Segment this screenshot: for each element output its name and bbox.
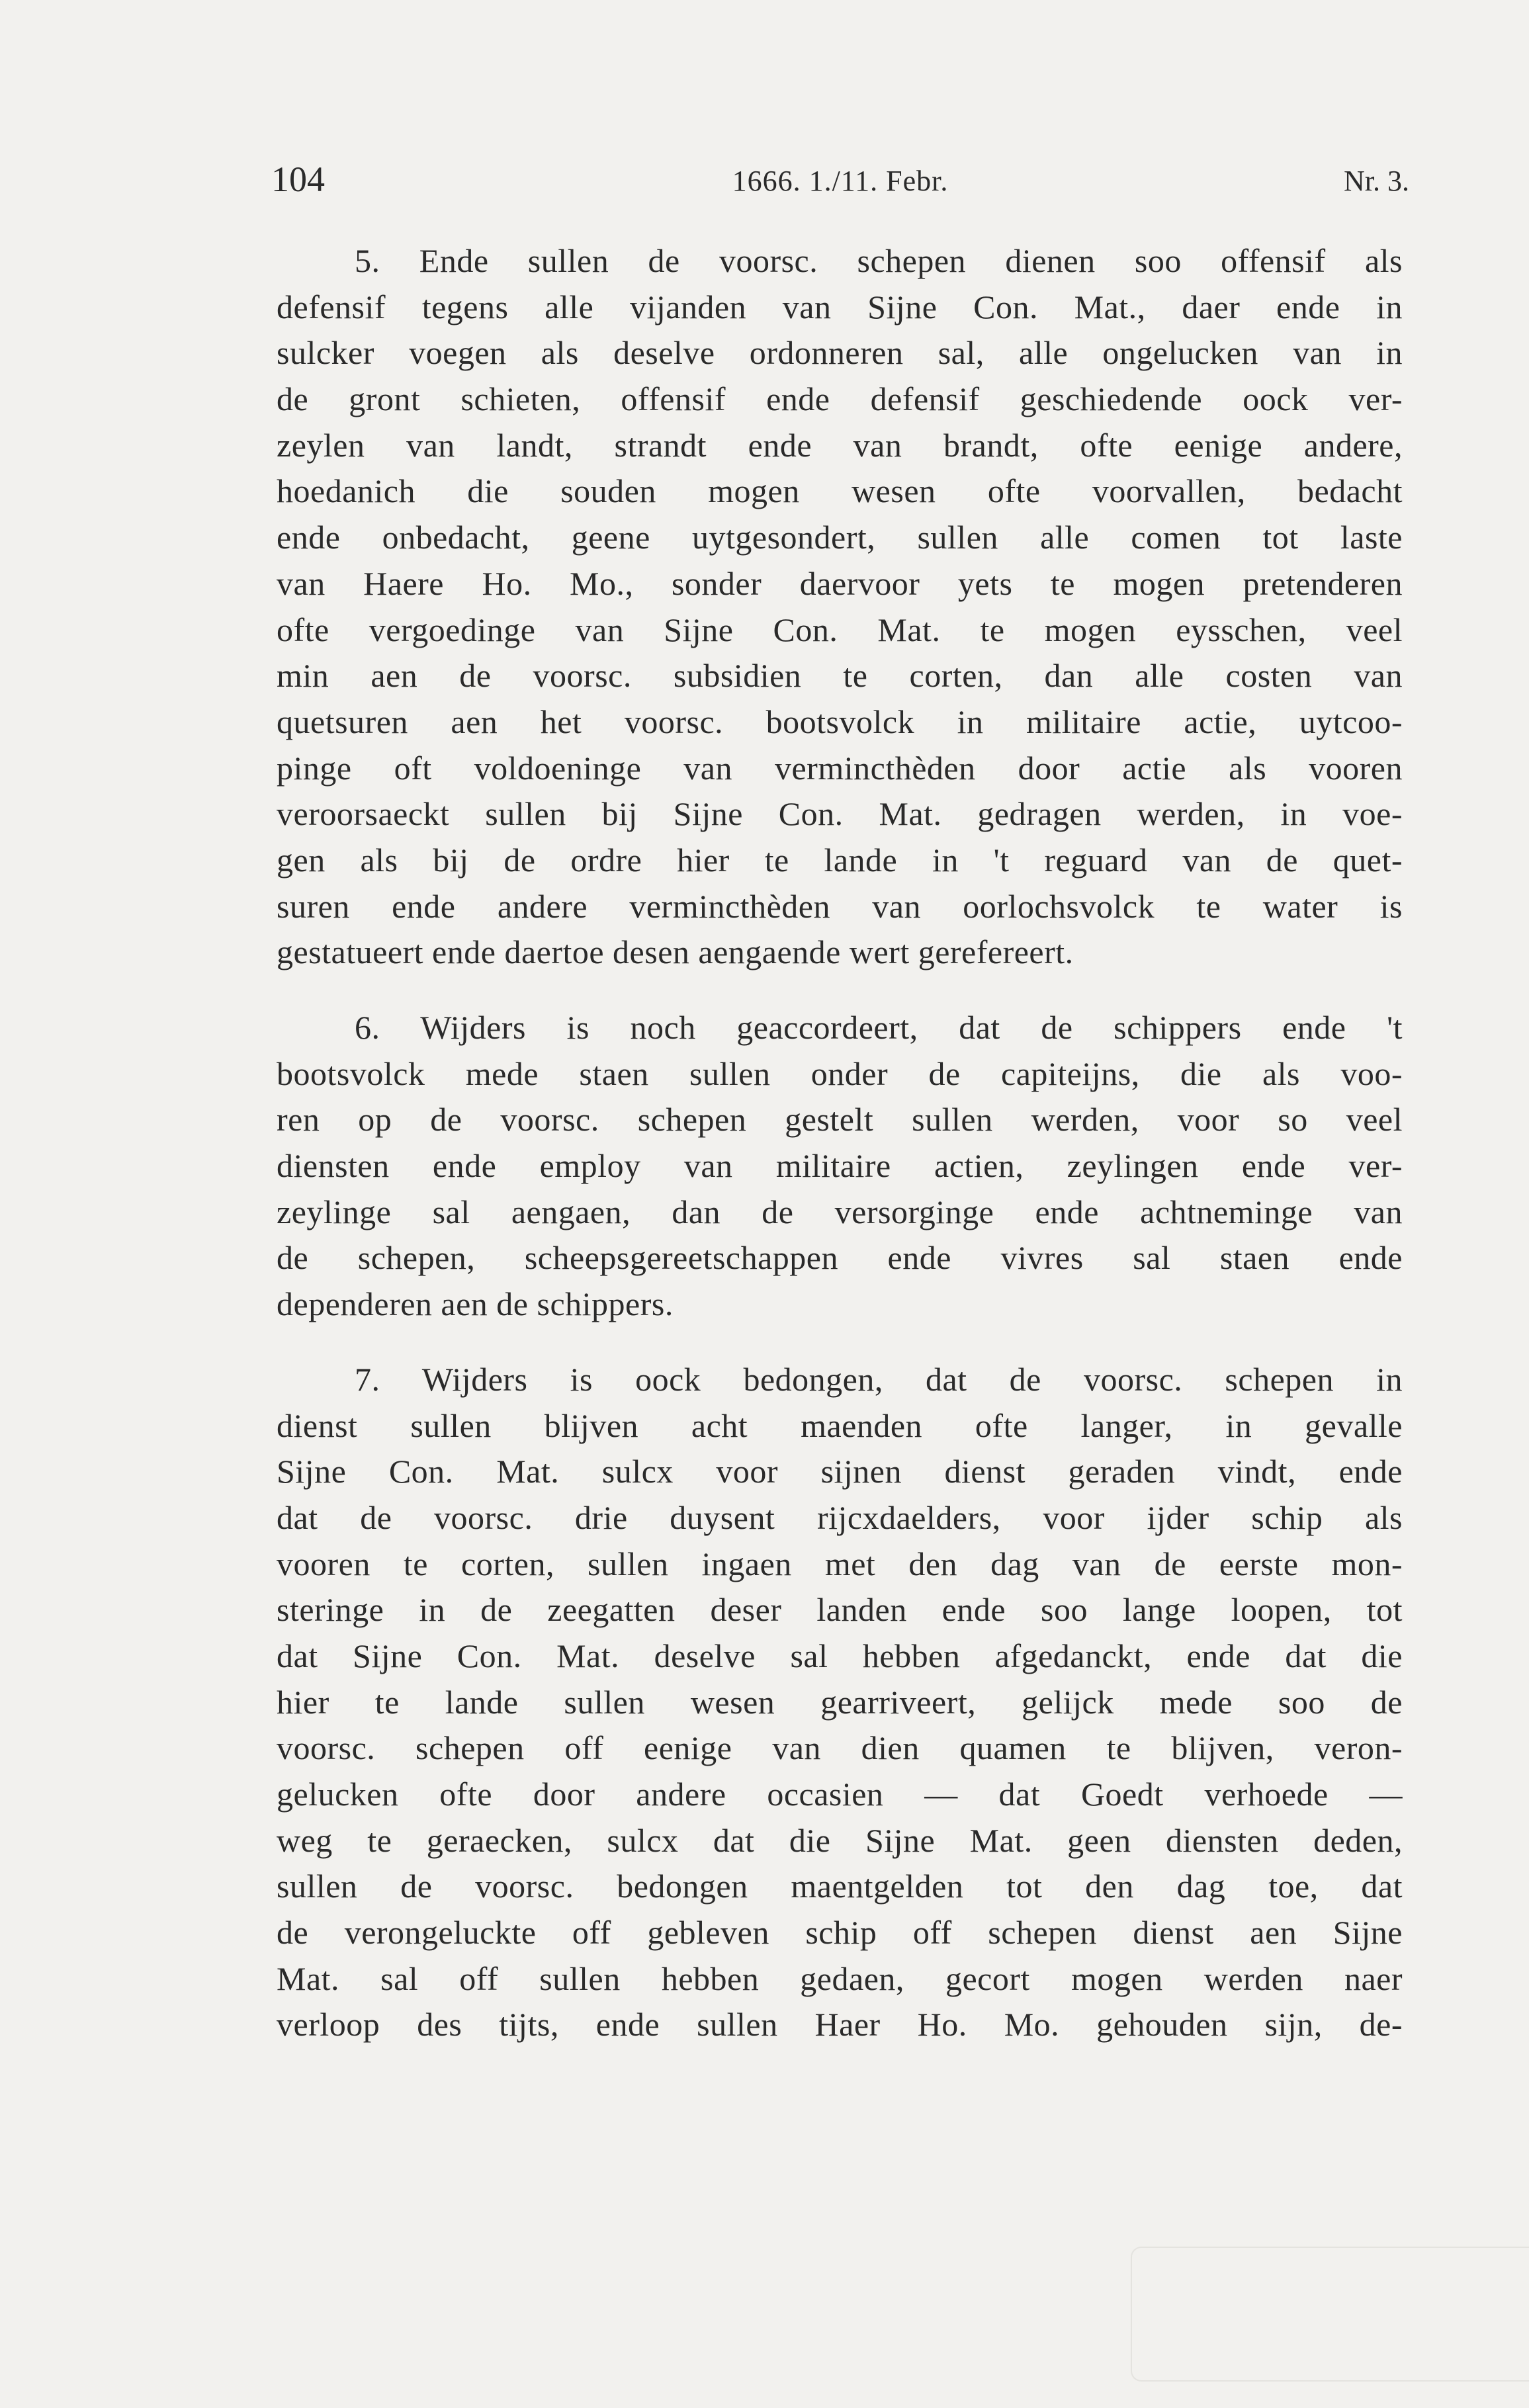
text-line: zeylinge sal aengaen, dan de versorginge ende achtneminge van [277,1193,1403,1230]
text-line: Sijne Con. Mat. sulcx voor sijnen dienst geraden vindt, ende [277,1453,1403,1490]
text-line: de schepen, scheepsgereetschappen ende vivres sal staen ende [277,1239,1403,1277]
text-line: ende onbedacht, geene uytgesondert, sullen alle comen tot laste [277,519,1403,556]
page-number: 104 [271,159,325,199]
text-line: Mat. sal off sullen hebben gedaen, gecort mogen werden naer [277,1959,1403,1997]
text-line: veroorsaeckt sullen bij Sijne Con. Mat. gedragen werden, in voe- [277,795,1403,833]
paragraph-5 [277,238,1403,976]
body-text [277,238,1403,2077]
text-line: dat Sijne Con. Mat. deselve sal hebben afgedanckt, ende dat die [277,1637,1403,1674]
text-line: de verongeluckte off gebleven schip off schepen dienst aen Sijne [277,1914,1403,1952]
text-line: gen als bij de ordre hier te lande in 't reguard van de quet- [277,841,1403,879]
text-line: dependeren aen de schippers. [277,1285,674,1323]
scan-edge-mark [1131,2247,1529,2382]
text-line: steringe in de zeegatten deser landen ende soo lange loopen, tot [277,1591,1403,1629]
text-line: suren ende andere vermincthèden van oorlochsvolck te water is [277,887,1403,925]
paragraph-6 [277,1005,1403,1328]
text-line: diensten ende employ van militaire actien, zeylingen ende ver- [277,1147,1403,1185]
text-line: quetsuren aen het voorsc. bootsvolck in militaire actie, uytcoo- [277,703,1403,740]
text-line: voorsc. schepen off eenige van dien quamen te blijven, veron- [277,1729,1403,1767]
text-line: hoedanich die souden mogen wesen ofte voorvallen, bedacht [277,472,1403,510]
running-header [271,159,1409,212]
text-line: defensif tegens alle vijanden van Sijne Con. Mat., daer ende in [277,288,1403,325]
text-line: gelucken ofte door andere occasien — dat Goedt verhoede — [277,1776,1403,1813]
text-line: 7. Wijders is oock bedongen, dat de voorsc. schepen in [355,1360,1403,1398]
text-line: vooren te corten, sullen ingaen met den dag van de eerste mon- [277,1545,1403,1582]
text-line: gestatueert ende daertoe desen aengaende wert gerefereert. [277,933,1074,971]
text-line: dienst sullen blijven acht maenden ofte langer, in gevalle [277,1406,1403,1444]
text-line: bootsvolck mede staen sullen onder de capiteijns, die als voo- [277,1054,1403,1092]
document-number: Nr. 3. [1344,165,1409,197]
text-line: sullen de voorsc. bedongen maentgelden tot den dag toe, dat [277,1868,1403,1905]
text-line: pinge oft voldoeninge van vermincthèden door actie als vooren [277,749,1403,787]
text-line: weg te geraecken, sulcx dat die Sijne Mat. geen diensten deden, [277,1821,1403,1859]
text-line: 6. Wijders is noch geaccordeert, dat de schippers ende 't [355,1009,1403,1046]
header-date: 1666. 1./11. Febr. [732,165,949,197]
text-line: min aen de voorsc. subsidien te corten, dan alle costen van [277,657,1403,695]
text-line: sulcker voegen als deselve ordonneren sal, alle ongelucken van in [277,334,1403,372]
text-line: dat de voorsc. drie duysent rijcxdaelders, voor ijder schip als [277,1498,1403,1536]
text-line: van Haere Ho. Mo., sonder daervoor yets te mogen pretenderen [277,564,1403,602]
text-line: ren op de voorsc. schepen gestelt sullen werden, voor so veel [277,1101,1403,1139]
text-line: ofte vergoedinge van Sijne Con. Mat. te mogen eysschen, veel [277,611,1403,648]
text-line: de gront schieten, offensif ende defensif geschiedende oock ver- [277,380,1403,418]
text-line: verloop des tijts, ende sullen Haer Ho. Mo. gehouden sijn, de- [277,2006,1403,2043]
text-line: 5. Ende sullen de voorsc. schepen dienen soo offensif als [355,242,1403,279]
paragraph-7 [277,1357,1403,2048]
text-line: hier te lande sullen wesen gearriveert, gelijck mede soo de [277,1683,1403,1721]
text-line: zeylen van landt, strandt ende van brandt, ofte eenige andere, [277,426,1403,464]
